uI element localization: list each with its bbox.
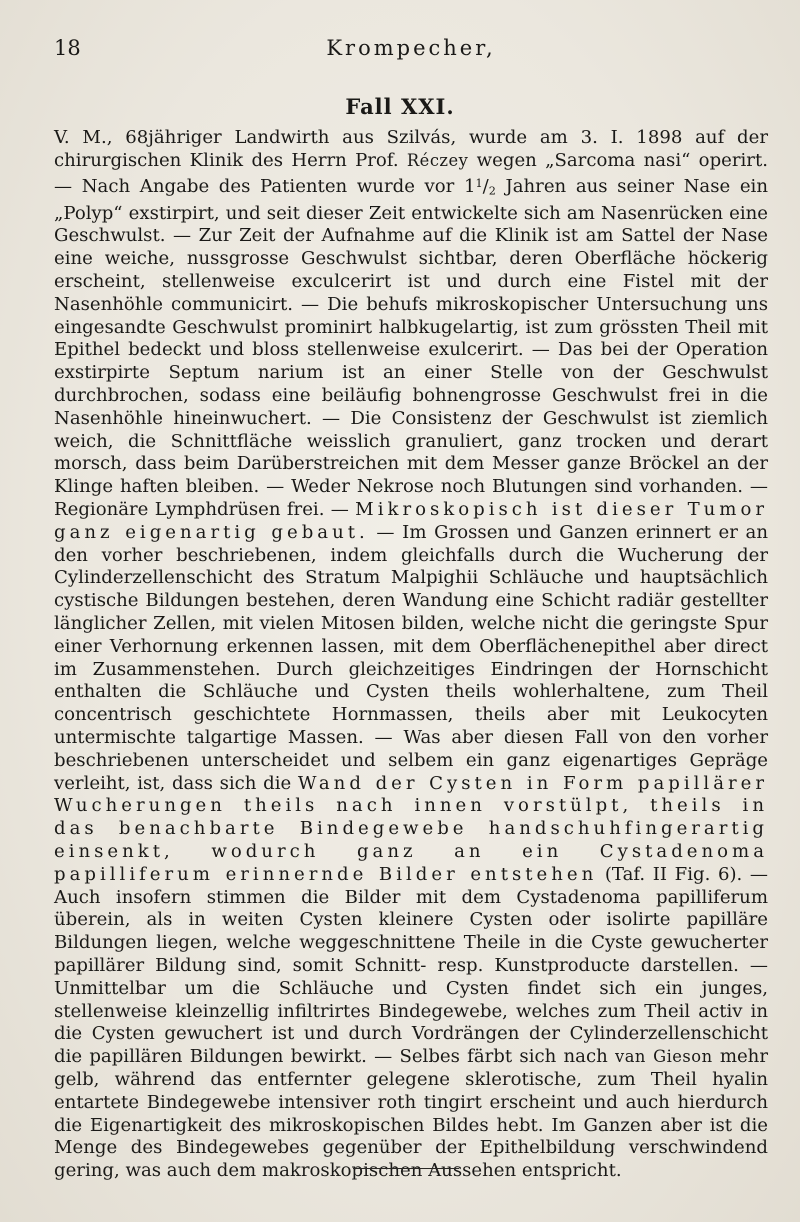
section-title: Fall XXI. <box>345 94 455 119</box>
page-number: 18 <box>54 36 81 60</box>
emphasis-spaced-text: Wand der Cysten in Form papillärer Wucherungen theils nach innen vorstülpt, theils in das benachbarte Bindegewebe handschuhfingerartig einsenkt, wodurch ganz an ein Cystadenoma papilliferum erinnernde Bilder entstehen <box>54 772 768 885</box>
text-run: (Taf. II Fig. 6). — Auch insofern stimmen die Bilder mit dem Cystadenoma papilliferum überein, als in weiten Cysten kleinere Cysten oder isolirte papilläre Bildungen liegen, welche weggeschnittene Theile in die Cyste gewucherter papillärer Bildung sind, somit Schnitt- resp. Kunstproducte darstellen. — Unmittelbar um die Schläuche und Cysten findet sich ein junges, stellenweise kleinzellig infiltrirtes Bindegewebe, welches zum Theil activ in die Cysten gewuchert ist und durch Vordrängen der Cylinderzellenschicht die papillären Bildungen bewirkt. — Selbes färbt sich nach <box>54 863 768 1068</box>
author-name-van-gieson: van Gieson <box>615 1047 713 1067</box>
fraction-slash: / <box>482 175 489 197</box>
running-head: Krompecher, <box>326 36 496 60</box>
text-run: Jahren aus seiner Nase ein „Polyp“ exstirpirt, und seit dieser Zeit entwickelte sich am Nasenrücken eine Geschwulst. — Zur Zeit der Aufnahme auf die Klinik ist am Sattel der Nase eine weiche, nussgrosse Geschwulst sichtbar, deren Oberfläche höckerig erscheint, stellenweise exculcerirt ist und durch eine Fistel mit der Nasenhöhle communicirt. — Die behufs mikroskopischer Untersuchung uns eingesandte Geschwulst prominirt halbkugelartig, ist zum grössten Theil mit Epithel bedeckt und bloss stellenweise exulcerirt. — Das bei der Operation exstirpirte Septum narium ist an einer Stelle von der Geschwulst durchbrochen, sodass eine beiläufig bohnengrosse Geschwulst frei in die Nasenhöhle hineinwuchert. — Die Consistenz der Geschwulst ist ziemlich weich, die Schnittfläche weisslich granuliert, ganz trocken und derart morsch, dass beim Darüberstreichen mit dem Messer ganze Bröckel an der Klinge haften bleiben. — Weder Nekrose noch Blutungen sind vorhanden. — Regionäre Lymphdrüsen frei. — <box>54 175 768 521</box>
emphasis-spaced-text: Mikroskopisch ist dieser Tumor ganz eigenartig gebaut. <box>54 499 768 543</box>
author-name-reczey: Réczey <box>406 150 469 170</box>
case-report-paragraph <box>54 127 768 1183</box>
text-run: — Im Grossen und Ganzen erinnert er an den vorher beschriebenen, indem gleichfalls durch die Wucherung der Cylinderzellenschicht des Stratum Malpighii Schläuche und hauptsächlich cystische Bildungen bestehen, deren Wandung eine Schicht radiär gestellter länglicher Zellen, mit vielen Mitosen bilden, welche nicht die geringste Spur einer Verhornung erkennen lassen, mit dem Oberflächenepithel aber direct im Zusammenstehen. Durch gleichzeitiges Eindringen der Hornschicht enthalten die Schläuche und Cysten theils wohlerhaltene, zum Theil concentrisch geschichtete Hornmassen, theils aber mit Leukocyten untermischte talgartige Massen. — Was aber diesen Fall von den vorher beschriebenen unterscheidet und selbem ein ganz eigenartiges Gepräge verleiht, ist, dass sich die <box>54 521 768 794</box>
text-run: mehr gelb, während das entfernter gelegene sklerotische, zum Theil hyalin entartete Bindegewebe intensiver roth tingirt erscheint und auch hierdurch die Eigenartigkeit des mikroskopischen Bildes hebt. Im Ganzen aber ist die Menge des Bindegewebes gegenüber der Epithelbildung verschwindend gering, was auch dem makroskopischen Aussehen entspricht. <box>54 1046 768 1182</box>
fraction-whole: 1 <box>463 175 476 197</box>
fraction-denominator: 2 <box>488 183 496 197</box>
text-run: wegen „Sarcoma nasi“ operirt. — Nach Angabe des Patienten wurde vor <box>54 149 768 197</box>
end-rule <box>353 1168 459 1169</box>
text-run: V. M., 68jähriger Landwirth aus Szilvás, wurde am 3. I. 1898 auf der chirurgischen Klinik des Herrn Prof. <box>54 127 768 171</box>
page-header <box>54 36 768 70</box>
fraction-numerator: 1 <box>475 176 483 190</box>
